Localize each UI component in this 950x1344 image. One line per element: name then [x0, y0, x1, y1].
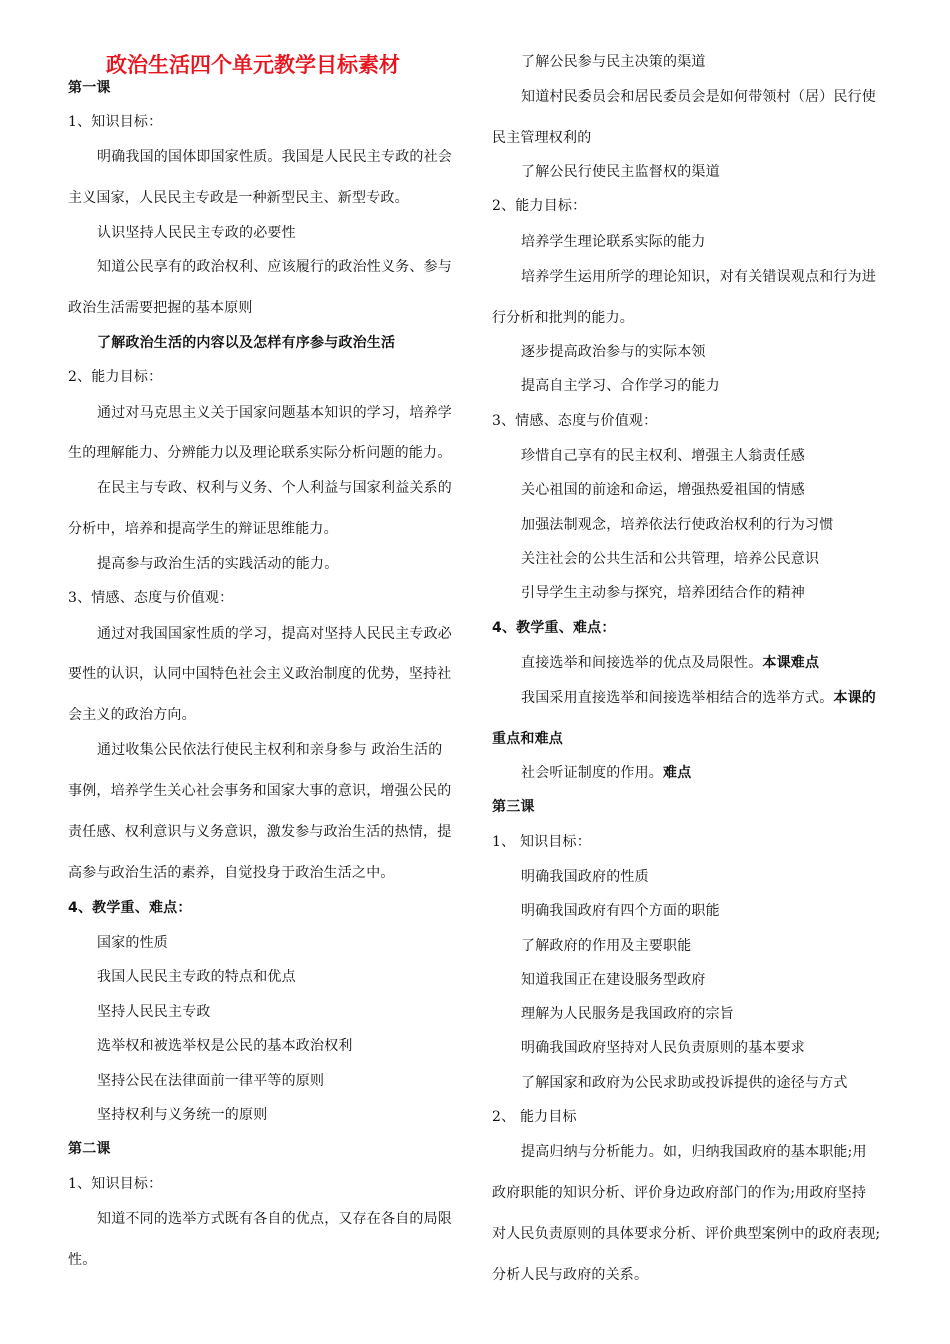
- section-heading: 2、能力目标：: [68, 369, 163, 385]
- list-item: 培养学生理论联系实际的能力: [521, 234, 706, 250]
- paragraph-line: 在民主与专政、权利与义务、个人利益与国家利益关系的: [97, 480, 452, 496]
- difficulty-tag: 难点: [663, 765, 692, 781]
- list-item: 关注社会的公共生活和公共管理，培养公民意识: [521, 551, 820, 567]
- paragraph-line: 会主义的政治方向。: [68, 707, 196, 723]
- list-item: 了解政府的作用及主要职能: [521, 938, 692, 954]
- list-item: 明确我国政府有四个方面的职能: [521, 903, 720, 919]
- list-item: 加强法制观念，培养依法行使政治权利的行为习惯: [521, 517, 834, 533]
- key-point-line: [521, 689, 876, 707]
- section-heading: 3、情感、态度与价值观：: [68, 590, 234, 606]
- paragraph-line: 认识坚持人民民主专政的必要性: [97, 225, 296, 241]
- list-item: 明确我国政府的性质: [521, 869, 649, 885]
- paragraph-line: 主义国家，人民民主专政是一种新型民主、新型专政。: [68, 190, 409, 206]
- key-point-text: 直接选举和间接选举的优点及局限性。: [521, 655, 763, 671]
- list-item: 坚持权利与义务统一的原则: [97, 1107, 268, 1123]
- list-item: 了解国家和政府为公民求助或投诉提供的途径与方式: [521, 1075, 848, 1091]
- paragraph-line: 事例，培养学生关心社会事务和国家大事的意识，增强公民的: [68, 783, 452, 799]
- paragraph-line: 政治生活需要把握的基本原则: [68, 300, 253, 316]
- paragraph-line: 通过收集公民依法行使民主权利和亲身参与 政治生活的: [97, 742, 443, 758]
- key-point-line: [521, 764, 691, 782]
- paragraph-line: 性。: [68, 1252, 97, 1268]
- paragraph-line: 了解公民行使民主监督权的渠道: [521, 164, 720, 180]
- lesson-heading: 第二课: [68, 1141, 111, 1157]
- list-item: 坚持公民在法律面前一律平等的原则: [97, 1073, 325, 1089]
- list-item: 引导学生主动参与探究，培养团结合作的精神: [521, 585, 805, 601]
- difficulty-tag: 本课的: [833, 690, 877, 706]
- paragraph-line: 知道村民委员会和居民委员会是如何带领村（居）民行使: [521, 89, 876, 105]
- list-item: 关心祖国的前途和命运，增强热爱祖国的情感: [521, 482, 805, 498]
- list-item: 知道我国正在建设服务型政府: [521, 972, 706, 988]
- paragraph-line: 行分析和批判的能力。: [492, 310, 634, 326]
- paragraph-line: 培养学生运用所学的理论知识，对有关错误观点和行为进: [521, 269, 876, 285]
- difficulty-tag: 本课难点: [762, 655, 820, 671]
- paragraph-line: 了解政治生活的内容以及怎样有序参与政治生活: [97, 335, 396, 351]
- section-heading: 2、 能力目标: [492, 1109, 577, 1125]
- paragraph-line: 政府职能的知识分析、评价身边政府部门的作为;用政府坚持: [492, 1185, 867, 1201]
- paragraph-line: 知道不同的选举方式既有各自的优点，又存在各自的局限: [97, 1211, 452, 1227]
- list-item: 明确我国政府坚持对人民负责原则的基本要求: [521, 1040, 805, 1056]
- list-item: 珍惜自己享有的民主权利、增强主人翁责任感: [521, 448, 805, 464]
- section-heading: 4、教学重、难点：: [492, 620, 616, 636]
- lesson-heading: 第三课: [492, 799, 535, 815]
- list-item: 国家的性质: [97, 935, 168, 951]
- paragraph-line: 知道公民享有的政治权利、应该履行的政治性义务、参与: [97, 259, 452, 275]
- paragraph-line: 分析人民与政府的关系。: [492, 1267, 649, 1283]
- paragraph-line: 分析中，培养和提高学生的辩证思维能力。: [68, 521, 338, 537]
- document-title: 政治生活四个单元教学目标素材: [106, 53, 400, 77]
- paragraph-line: 通过对马克思主义关于国家问题基本知识的学习，培养学: [97, 405, 452, 421]
- key-point-line: [521, 654, 819, 672]
- paragraph-line: 高参与政治生活的素养，自觉投身于政治生活之中。: [68, 865, 395, 881]
- key-point-text: 社会听证制度的作用。: [521, 765, 663, 781]
- section-heading: 3、情感、态度与价值观：: [492, 413, 658, 429]
- key-point-text: 我国采用直接选举和间接选举相结合的选举方式。: [521, 690, 834, 706]
- section-heading: 1、 知识目标：: [492, 834, 591, 850]
- lesson-heading: 第一课: [68, 80, 111, 96]
- list-item: 我国人民民主专政的特点和优点: [97, 969, 296, 985]
- paragraph-line: 要性的认识，认同中国特色社会主义政治制度的优势，坚持社: [68, 666, 452, 682]
- paragraph-line: 提高归纳与分析能力。如，归纳我国政府的基本职能;用: [521, 1144, 867, 1160]
- list-item: 提高自主学习、合作学习的能力: [521, 378, 720, 394]
- section-heading: 1、知识目标：: [68, 114, 163, 130]
- paragraph-line: 通过对我国国家性质的学习，提高对坚持人民民主专政必: [97, 626, 452, 642]
- difficulty-tag: 重点和难点: [492, 731, 563, 747]
- list-item: 坚持人民民主专政: [97, 1004, 211, 1020]
- section-heading: 1、知识目标：: [68, 1176, 163, 1192]
- paragraph-line: 民主管理权利的: [492, 130, 592, 146]
- paragraph-line: 提高参与政治生活的实践活动的能力。: [97, 556, 339, 572]
- list-item: 选举权和被选举权是公民的基本政治权利: [97, 1038, 353, 1054]
- list-item: 理解为人民服务是我国政府的宗旨: [521, 1006, 734, 1022]
- paragraph-line: 明确我国的国体即国家性质。我国是人民民主专政的社会: [97, 149, 452, 165]
- paragraph-line: 了解公民参与民主决策的渠道: [521, 54, 706, 70]
- list-item: 逐步提高政治参与的实际本领: [521, 344, 706, 360]
- section-heading: 2、能力目标：: [492, 198, 587, 214]
- paragraph-line: 对人民负责原则的具体要求分析、评价典型案例中的政府表现;: [492, 1226, 881, 1242]
- section-heading: 4、教学重、难点：: [68, 900, 192, 916]
- paragraph-line: 责任感、权利意识与义务意识，激发参与政治生活的热情，提: [68, 824, 452, 840]
- paragraph-line: 生的理解能力、分辨能力以及理论联系实际分析问题的能力。: [68, 445, 452, 461]
